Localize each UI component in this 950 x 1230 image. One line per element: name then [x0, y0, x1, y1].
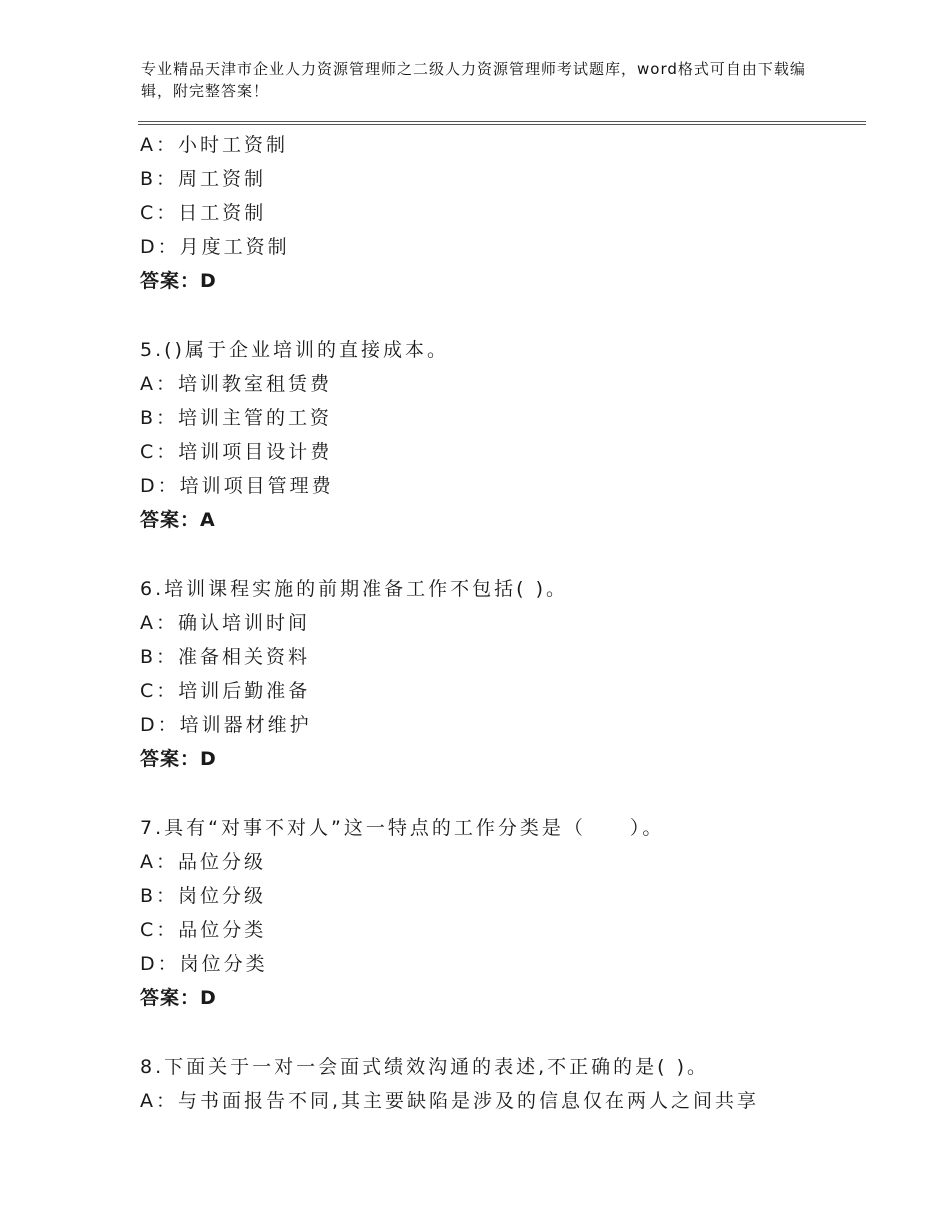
option-a: A：培训教室租赁费: [140, 373, 332, 395]
option-b: B：周工资制: [140, 168, 267, 190]
option-c: C：品位分类: [140, 919, 267, 941]
option-c: C：培训后勤准备: [140, 680, 311, 702]
option-a: A：品位分级: [140, 851, 266, 873]
option-c: C：日工资制: [140, 202, 267, 224]
option-a: A：小时工资制: [140, 134, 288, 156]
page-header: 专业精品天津市企业人力资源管理师之二级人力资源管理师考试题库，word格式可自由下载编辑，附完整答案！: [141, 60, 806, 100]
option-a: A：确认培训时间: [140, 612, 310, 634]
header-rule-bottom: [138, 124, 866, 125]
answer-text: 答案：D: [140, 748, 217, 770]
option-d: D：月度工资制: [140, 236, 290, 258]
header-rule-top: [138, 121, 866, 122]
option-d: D：培训器材维护: [140, 714, 312, 736]
answer-text: 答案：A: [140, 509, 216, 531]
option-d: D：培训项目管理费: [140, 475, 334, 497]
option-b: B：培训主管的工资: [140, 407, 333, 429]
option-b: B：岗位分级: [140, 885, 267, 907]
answer-text: 答案：D: [140, 270, 217, 292]
question-stem: 5.()属于企业培训的直接成本。: [140, 339, 449, 361]
question-stem: 8.下面关于一对一会面式绩效沟通的表述,不正确的是( )。: [140, 1056, 710, 1078]
question-stem: 6.培训课程实施的前期准备工作不包括( )。: [140, 578, 568, 600]
option-d: D：岗位分类: [140, 953, 268, 975]
option-a: A：与书面报告不同,其主要缺陷是涉及的信息仅在两人之间共享: [140, 1090, 760, 1112]
question-list: [140, 128, 860, 1118]
question-stem: 7.具有“对事不对人”这一特点的工作分类是（ ）。: [140, 817, 665, 839]
answer-text: 答案：D: [140, 987, 217, 1009]
option-c: C：培训项目设计费: [140, 441, 333, 463]
option-b: B：准备相关资料: [140, 646, 311, 668]
